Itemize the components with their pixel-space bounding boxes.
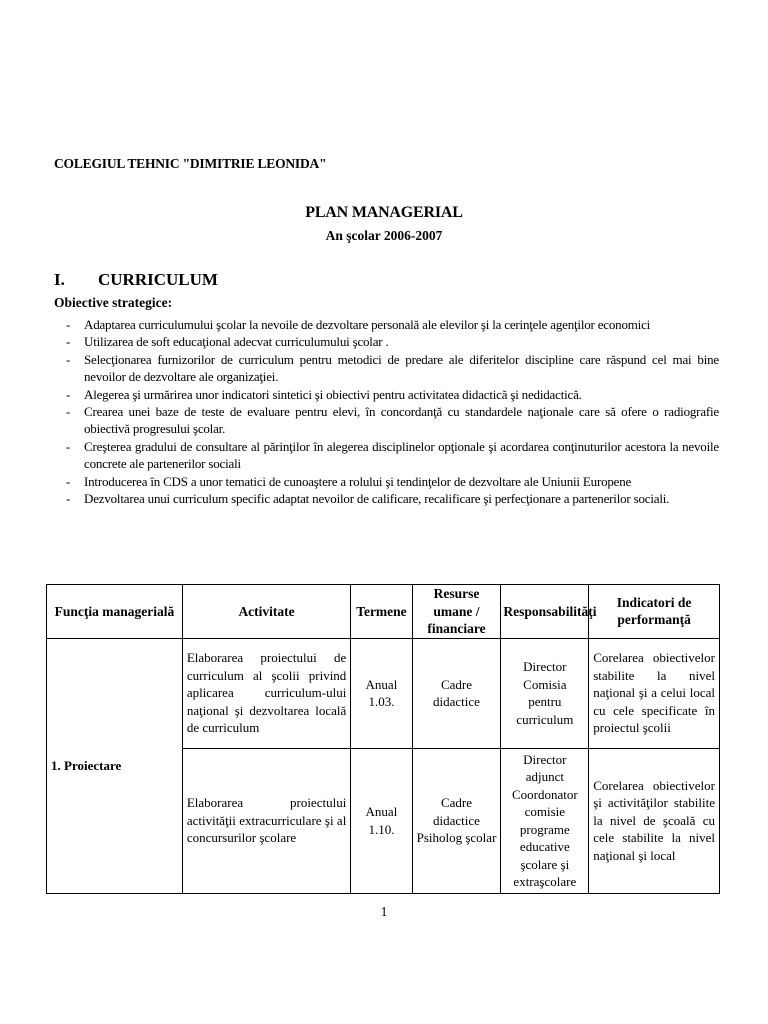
objective-item: - Alegerea şi urmărirea unor indicatori sintetici şi obiectivi pentru activitatea didactică şi nedidactică. xyxy=(66,386,582,402)
objectives-list xyxy=(54,316,719,507)
section-heading xyxy=(54,270,218,290)
header-resources: Resurse umane / financiare xyxy=(412,585,501,639)
activity-cell: Elaborarea proiectului activităţii extracurriculare şi al concursurilor şcolare xyxy=(182,748,351,893)
indicators-cell: Corelarea obiectivelor şi activităţilor stabilite la nivel de şcoală cu cele stabilite la nivel naţional şi local xyxy=(589,748,720,893)
objective-item: - Dezvoltarea unui curriculum specific adaptat nevoilor de calificare, recalificare şi perfecţionare a partenerilor sociali. xyxy=(66,491,670,507)
activity-cell: Elaborarea proiectului de curriculum al şcolii privind aplicarea curriculum-ului naţional şi dezvoltarea locală de curriculum xyxy=(182,638,351,748)
responsibilities-cell: Director adjunct Coordonator comisie programe educative şcolare şi extraşcolare xyxy=(501,748,589,893)
page-title: PLAN MANAGERIAL xyxy=(305,204,463,221)
terms-cell: Anual 1.10. xyxy=(351,748,412,893)
bullet-dash: - xyxy=(66,334,71,350)
bullet-dash: - xyxy=(66,473,71,489)
objective-item: - Introducerea în CDS a unor tematici de cunoaştere a rolului şi tendinţelor de dezvoltare ale Uniunii Europene xyxy=(66,473,632,489)
bullet-dash: - xyxy=(66,351,71,367)
objective-item: - Adaptarea curriculumului şcolar la nevoile de dezvoltare personală ale elevilor şi la cerinţele agenţilor economici xyxy=(66,317,651,332)
responsibilities-cell: Director Comisia pentru curriculum xyxy=(501,638,589,748)
school-year: An şcolar 2006-2007 xyxy=(325,228,443,243)
func-cell: 1. Proiectare xyxy=(47,638,183,893)
objectives-heading: Obiective strategice: xyxy=(54,295,173,310)
table-header-row xyxy=(47,585,720,639)
header-indicators: Indicatori de performanţă xyxy=(589,585,720,639)
indicators-cell: Corelarea obiectivelor stabilite la nivel naţional şi a celui local cu cele specificate în proiectul şcolii xyxy=(589,638,720,748)
terms-cell: Anual 1.03. xyxy=(351,638,412,748)
table-row xyxy=(47,638,720,748)
resources-cell: Cadre didactice Psiholog şcolar xyxy=(412,748,501,893)
objective-item: - Crearea unei baze de teste de evaluare pentru elevi, în concordanţă cu standardele naţionale care să ofere o radiografie obiectivă progresului şcolar. xyxy=(66,404,719,437)
bullet-dash: - xyxy=(66,491,71,507)
bullet-dash: - xyxy=(66,438,71,454)
management-table xyxy=(46,584,720,894)
page-number: 1 xyxy=(380,904,388,919)
section-name: CURRICULUM xyxy=(98,270,218,289)
bullet-dash: - xyxy=(66,386,71,402)
school-name: COLEGIUL TEHNIC "DIMITRIE LEONIDA" xyxy=(54,156,327,171)
objective-item: - Selecţionarea furnizorilor de curriculum pentru metodici de predare ale diferitelor discipline care răspund cel mai bine nevoilor de dezvoltare ale organizaţiei. xyxy=(66,351,719,385)
objective-item: - Utilizarea de soft educaţional adecvat curriculumului şcolar . xyxy=(66,334,389,350)
resources-cell: Cadre didactice xyxy=(412,638,501,748)
objective-item: - Creşterea gradului de consultare al părinţilor în alegerea disciplinelor opţionale şi acordarea conţinuturilor acestora la nevoile concrete ale partenerilor sociali xyxy=(66,438,719,472)
bullet-dash: - xyxy=(66,404,71,420)
section-number: I. xyxy=(54,270,65,289)
header-responsibilities: Responsabilităţi xyxy=(501,585,589,639)
header-terms: Termene xyxy=(351,585,412,639)
header-activity: Activitate xyxy=(182,585,351,639)
header-func: Funcţia managerială xyxy=(47,585,183,639)
bullet-dash: - xyxy=(66,317,71,332)
